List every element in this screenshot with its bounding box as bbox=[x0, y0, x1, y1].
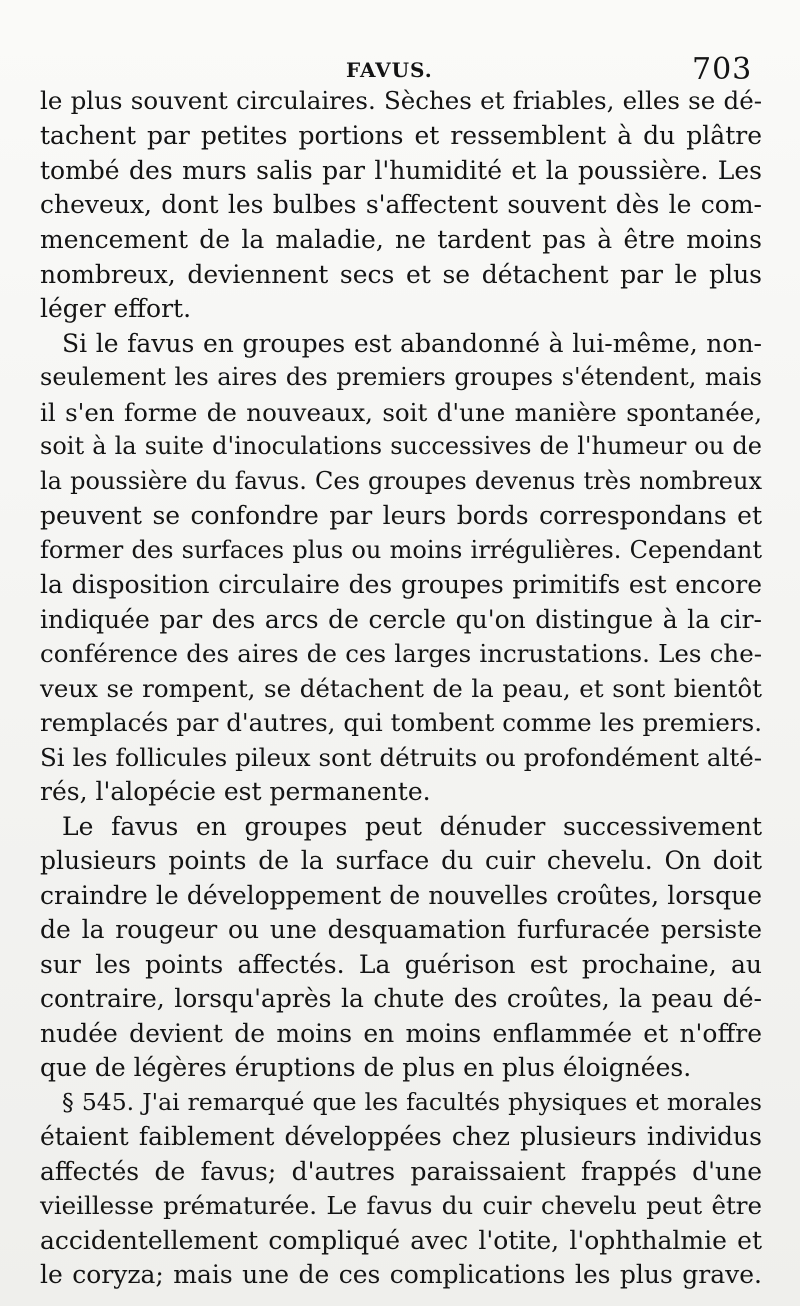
text-line: le plus souvent circulaires. Sèches et friables, elles se dé- bbox=[40, 86, 762, 115]
page-number: 703 bbox=[692, 52, 753, 87]
text-line: étaient faiblement développées chez plusieurs individus bbox=[40, 1122, 762, 1151]
text-line: plusieurs points de la surface du cuir chevelu. On doit bbox=[40, 846, 762, 875]
text-line: de la rougeur ou une desquamation furfuracée persiste bbox=[40, 915, 762, 944]
text-line: Si le favus en groupes est abandonné à lui-même, non- bbox=[62, 329, 762, 358]
text-line: remplacés par d'autres, qui tombent comme les premiers. bbox=[40, 708, 762, 737]
text-line: veux se rompent, se détachent de la peau, et sont bientôt bbox=[40, 674, 762, 703]
text-line: conférence des aires de ces larges incrustations. Les che- bbox=[40, 639, 762, 668]
text-line: Si les follicules pileux sont détruits ou profondément alté- bbox=[40, 743, 762, 772]
text-line: il s'en forme de nouveaux, soit d'une manière spontanée, bbox=[40, 398, 762, 427]
text-line: former des surfaces plus ou moins irrégulières. Cependant bbox=[40, 536, 762, 564]
text-line: tachent par petites portions et ressemblent à du plâtre bbox=[40, 121, 762, 150]
text-line: seulement les aires des premiers groupes s'étendent, mais bbox=[40, 363, 762, 391]
text-line: Le favus en groupes peut dénuder successivement bbox=[62, 812, 762, 841]
text-line: la poussière du favus. Ces groupes devenus très nombreux bbox=[40, 467, 762, 495]
text-line: léger effort. bbox=[40, 294, 192, 323]
text-line: soit à la suite d'inoculations successives de l'humeur ou de bbox=[40, 432, 762, 460]
text-line: cheveux, dont les bulbes s'affectent souvent dès le com- bbox=[40, 190, 762, 219]
text-line: indiquée par des arcs de cercle qu'on distingue à la cir- bbox=[40, 605, 762, 634]
text-line: rés, l'alopécie est permanente. bbox=[40, 777, 431, 806]
text-line: § 545. J'ai remarqué que les facultés physiques et morales bbox=[62, 1088, 762, 1116]
text-line: mencement de la maladie, ne tardent pas à être moins bbox=[40, 225, 762, 254]
text-line: craindre le développement de nouvelles croûtes, lorsque bbox=[40, 881, 762, 910]
text-line: peuvent se confondre par leurs bords correspondans et bbox=[40, 501, 762, 530]
text-line: le coryza; mais une de ces complications les plus grave. bbox=[40, 1260, 762, 1289]
text-line: nudée devient de moins en moins enflammée et n'offre bbox=[40, 1019, 762, 1048]
text-line: sur les points affectés. La guérison est prochaine, au bbox=[40, 950, 762, 979]
text-line: tombé des murs salis par l'humidité et la poussière. Les bbox=[40, 156, 762, 185]
text-line: affectés de favus; d'autres paraissaient frappés d'une bbox=[40, 1157, 762, 1186]
text-line: contraire, lorsqu'après la chute des croûtes, la peau dé- bbox=[40, 984, 762, 1013]
text-line: nombreux, deviennent secs et se détachent par le plus bbox=[40, 260, 762, 289]
text-line: la disposition circulaire des groupes primitifs est encore bbox=[40, 570, 762, 599]
text-line: accidentellement compliqué avec l'otite, l'ophthalmie et bbox=[40, 1226, 762, 1255]
text-line: que de légères éruptions de plus en plus éloignées. bbox=[40, 1053, 692, 1082]
running-head: FAVUS. bbox=[346, 58, 433, 82]
text-line: vieillesse prématurée. Le favus du cuir chevelu peut être bbox=[40, 1191, 762, 1220]
